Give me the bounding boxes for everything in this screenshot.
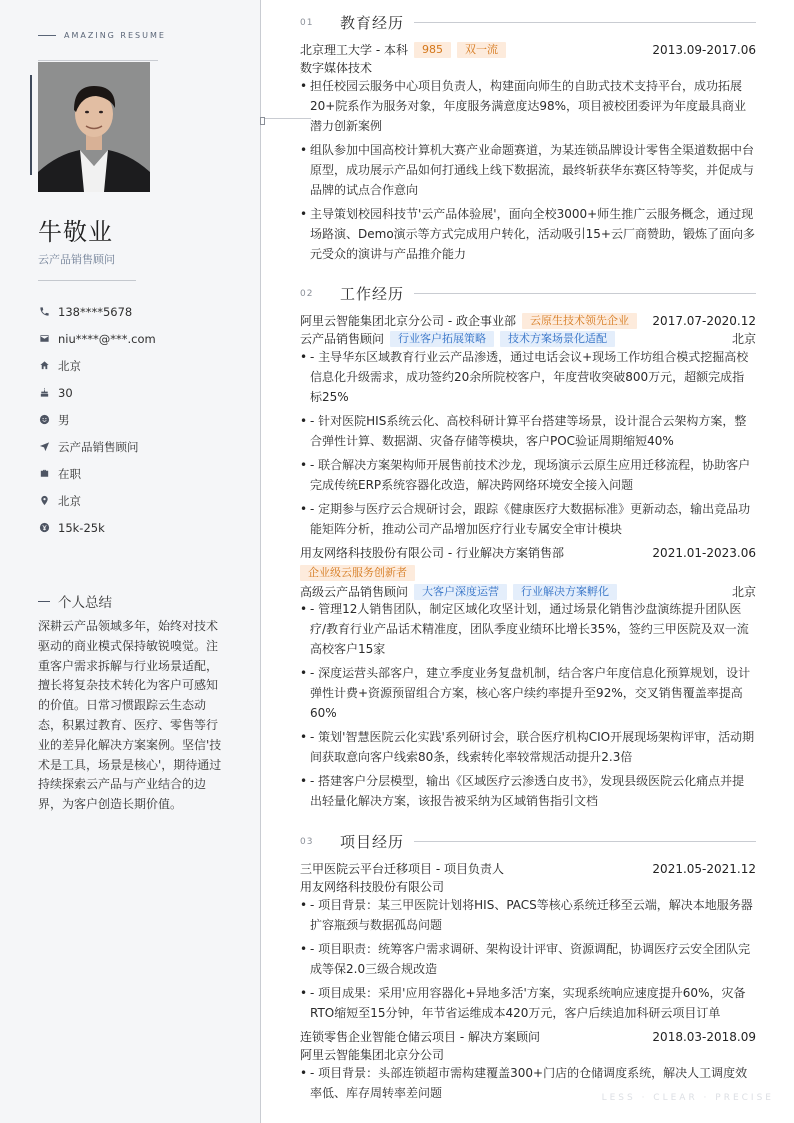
brand-rule [38,35,56,36]
list-item: • - 主导华东区域教育行业云产品渗透，通过电话会议+现场工作坊组合模式挖掘高校信息化升级需求，成功签约20余所院校客户，年度营收突破800万元，超额完成指标25% [300,347,756,407]
section-rule [414,22,756,23]
face-icon [38,414,50,426]
section-title: 教育经历 [340,14,405,32]
role-tag: 行业客户拓展策略 [390,331,494,347]
education-school-row [300,41,756,58]
summary-heading [38,591,112,611]
project-name: 三甲医院云平台迁移项目 - 项目负责人 [300,862,504,876]
info-salary [38,514,156,541]
projects-section-header [300,831,756,852]
list-item: • - 搭建客户分层模型，输出《区域医疗云渗透白皮书》，发现县级医院云化痛点并提出轻量化解决方案，该报告被采纳为区域销售指引文档 [300,771,756,811]
photo-accent-bar [30,75,32,175]
sidebar [0,0,261,1123]
list-item: • - 管理12人销售团队，制定区域化攻坚计划，通过场景化销售沙盘演练提升团队医疗/教育行业产品话术精准度，团队季度业绩环比增长35%，签约三甲医院及双一流高校客户15家 [300,599,756,659]
list-item: • - 深度运营头部客户，建立季度业务复盘机制，结合客户年度信息化预算规划，设计弹性计费+资源预留组合方案，核心客户续约率提升至92%，交叉销售覆盖率提高60% [300,663,756,723]
info-text: 在职 [58,466,81,481]
summary-text: 深耕云产品领域多年，始终对技术驱动的商业模式保持敏锐嗅觉。注重客户需求拆解与行业场景适配，擅长将复杂技术转化为客户可感知的价值。日常习惯跟踪云生态动态，积累过教育、医疗、零售等行业的差异化解决方案案例。坚信'技术是工具，场景是核心'，期待通过持续探索云产品与产业结合的边界，为客户创造长期价值。 [38,619,222,812]
list-item: • 主导策划校园科技节'云产品体验展'，面向全校3000+师生推广云服务概念，通过现场路演、Demo演示等方式完成用户转化，活动吸引15+云厂商赞助，锻炼了面向多元受众的演讲与产品推介能力 [300,204,756,264]
profile-photo [38,62,150,192]
project-org-row [300,1046,756,1063]
list-item: • - 项目背景：某三甲医院计划将HIS、PACS等核心系统迁移至云端，解决本地服务器扩容瓶颈与数据孤岛问题 [300,895,756,935]
info-target-role [38,433,156,460]
job-role: 云产品销售顾问 [300,332,385,346]
school-tag: 双一流 [457,42,506,58]
info-phone [38,298,156,325]
info-text: 云产品销售顾问 [58,439,139,454]
project-name: 连锁零售企业智能仓储云项目 - 解决方案顾问 [300,1030,540,1044]
education-bullets [300,76,756,268]
info-text: 138****5678 [58,304,133,319]
section-title: 项目经历 [340,833,405,851]
company-tag: 企业级云服务创新者 [300,565,415,581]
job-bullets [300,347,756,543]
job-company-row [300,312,756,329]
job-company-row [300,544,756,561]
company-name: 用友网络科技股份有限公司 - 行业解决方案销售部 [300,546,564,560]
brand [38,31,166,40]
location-pin-icon [38,495,50,507]
job-role-row [300,583,756,600]
photo-top-rule [38,60,158,61]
role-tag: 大客户深度运营 [414,584,507,600]
info-text: 男 [58,412,70,427]
school-tag: 985 [414,42,451,58]
info-location [38,487,156,514]
section-rule [414,841,756,842]
work-section-header [300,283,756,304]
info-age [38,379,156,406]
education-major-row [300,59,756,76]
list-item: • - 项目成果：采用'应用容器化+异地多活'方案，实现系统响应速度提升60%，灾备RTO缩短至15分钟，年节省运维成本420万元，客户后续追加科研云项目订单 [300,983,756,1023]
info-home [38,352,156,379]
section-number: 03 [300,836,314,847]
list-item: • - 联合解决方案架构师开展售前技术沙龙，现场演示云原生应用迁移流程，协助客户完成传统ERP系统容器化改造，解决跨网络环境安全接入问题 [300,455,756,495]
project-date: 2018.03-2018.09 [652,1029,756,1044]
project-date: 2021.05-2021.12 [652,861,756,876]
job-company-tag-row [300,565,756,581]
candidate-title: 云产品销售顾问 [38,253,115,266]
brand-label: AMAZING RESUME [64,31,166,40]
major: 数字媒体技术 [300,61,373,75]
info-gender [38,406,156,433]
main-content [262,0,794,1123]
home-icon [38,360,50,372]
project-org: 阿里云智能集团北京分公司 [300,1048,445,1062]
info-text: 北京 [58,358,81,373]
salary-icon [38,522,50,534]
job-date: 2017.07-2020.12 [652,313,756,328]
summary-title: 个人总结 [58,595,112,611]
job-role: 高级云产品销售顾问 [300,585,409,599]
company-tag: 云原生技术领先企业 [522,313,637,329]
job-date: 2021.01-2023.06 [652,545,756,560]
section-title: 工作经历 [340,285,405,303]
portrait-illustration [38,62,150,192]
watermark: LESS · CLEAR · PRECISE [601,1093,774,1103]
list-item: • 组队参加中国高校计算机大赛产业命题赛道，为某连锁品牌设计零售全渠道数据中台原型，成功展示产品如何打通线上线下数据流，最终斩获华东赛区特等奖，并促成与品牌的试点合作意向 [300,140,756,200]
project-org-row [300,878,756,895]
summary-rule [38,601,50,602]
project-title-row [300,1028,756,1045]
info-text: 30 [58,385,73,400]
list-item: • - 策划'智慧医院云化实践'系列研讨会，联合医疗机构CIO开展现场架构评审，活动期间获取意向客户线索80条，线索转化率较常规活动提升2.3倍 [300,727,756,767]
project-org: 用友网络科技股份有限公司 [300,880,445,894]
list-item: • - 针对医院HIS系统云化、高校科研计算平台搭建等场景，设计混合云架构方案，整合弹性计算、数据湖、灾备存储等模块，客户POC验证周期缩短40% [300,411,756,451]
section-number: 02 [300,288,314,299]
list-item: • - 项目职责：统筹客户需求调研、架构设计评审、资源调配，协调医疗云安全团队完成等保2.0三级合规改造 [300,939,756,979]
education-date: 2013.09-2017.06 [652,42,756,57]
briefcase-icon [38,468,50,480]
job-city: 北京 [731,585,756,599]
contact-info-list [38,298,156,541]
info-status [38,460,156,487]
info-text: 15k-25k [58,520,105,535]
job-bullets [300,599,756,815]
school-name: 北京理工大学 - 本科 [300,43,408,57]
name-divider [38,280,136,281]
role-tag: 行业解决方案孵化 [513,584,617,600]
list-item: • - 项目背景：头部连锁超市需构建覆盖300+门店的仓储调度系统，解决人工调度效率低、库存周转率差问题 [300,1063,756,1103]
cake-icon [38,387,50,399]
email-icon [38,333,50,345]
project-bullets [300,895,756,1027]
info-text: 北京 [58,493,81,508]
phone-icon [38,306,50,318]
send-icon [38,441,50,453]
job-city: 北京 [731,332,756,346]
info-text: niu****@***.com [58,331,156,346]
list-item: • - 定期参与医疗云合规研讨会，跟踪《健康医疗大数据标准》更新动态，输出竞品功能矩阵分析，推动公司产品增加医疗行业专属安全审计模块 [300,499,756,539]
list-item: • 担任校园云服务中心项目负责人，构建面向师生的自助式技术支持平台，成功拓展20+院系作为服务对象，年度服务满意度达98%，项目被校团委评为年度最具商业潜力创新案例 [300,76,756,136]
job-role-row [300,330,756,347]
education-section-header [300,12,756,33]
info-email [38,325,156,352]
company-name: 阿里云智能集团北京分公司 - 政企事业部 [300,314,516,328]
section-rule [414,293,756,294]
candidate-name: 牛敬业 [38,218,113,246]
project-title-row [300,860,756,877]
role-tag: 技术方案场景化适配 [500,331,615,347]
section-number: 01 [300,17,314,28]
